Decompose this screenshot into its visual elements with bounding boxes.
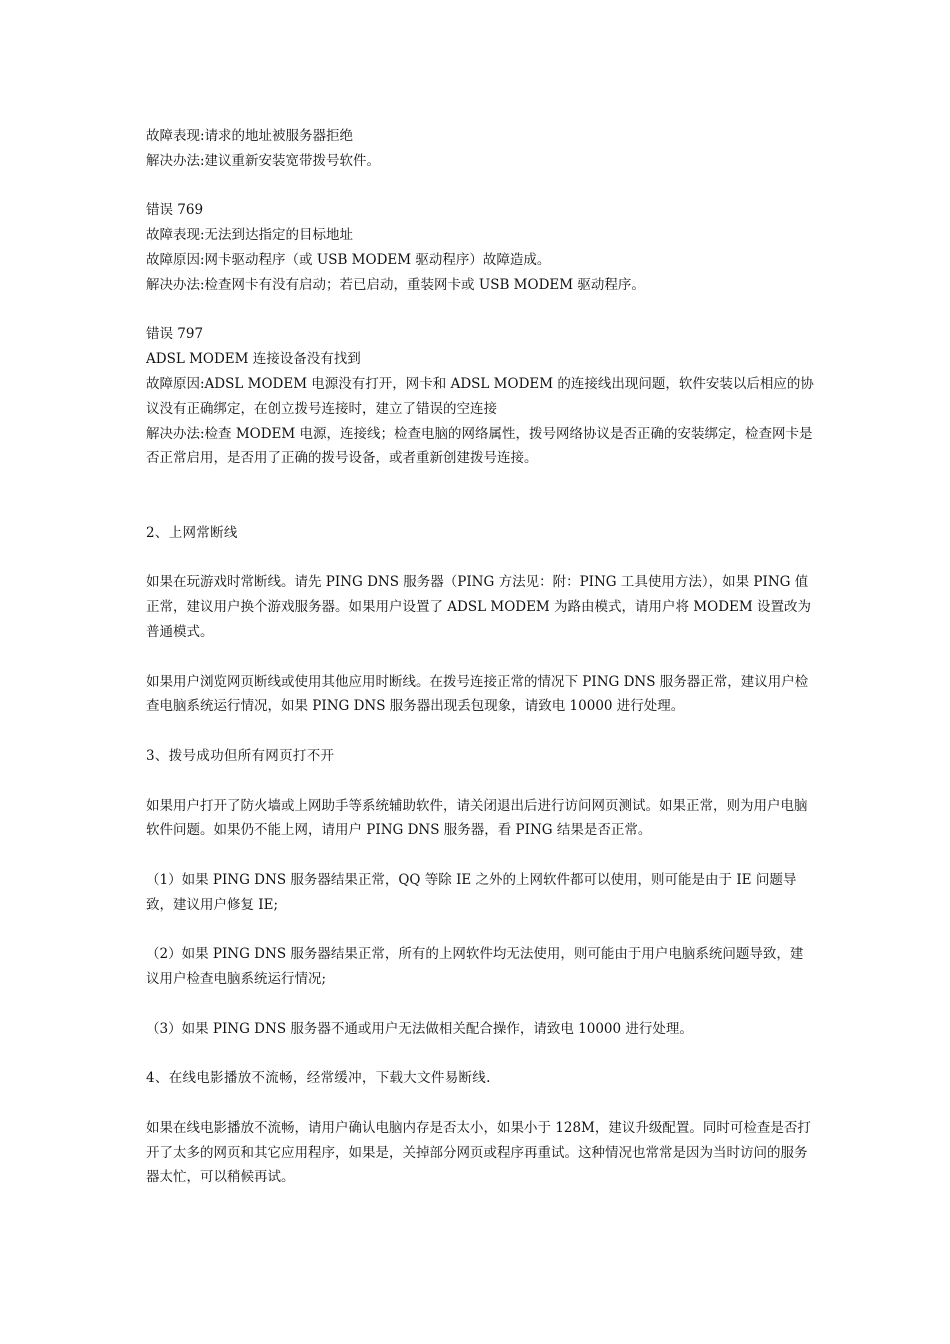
section-4-paragraph-1: 如果在线电影播放不流畅，请用户确认电脑内存是否太小，如果小于 128M，建议升级配置。同时可检查是否打开了太多的网页和其它应用程序，如果是，关掉部分网页或程序再重试。这种情况也常常是因为当时访问的服务器太忙，可以稍候再试。	[146, 1119, 811, 1186]
error-797-cause: 故障原因:ADSL MODEM 电源没有打开，网卡和 ADSL MODEM 的连接线出现问题，软件安装以后相应的协议没有正确绑定，在创立拨号连接时，建立了错误的空连接	[146, 375, 814, 417]
section-3-heading: 3、拨号成功但所有网页打不开	[146, 747, 335, 764]
error-797-symptom: ADSL MODEM 连接设备没有找到	[146, 351, 361, 368]
section-2-paragraph-2: 如果用户浏览网页断线或使用其他应用时断线。在拨号连接正常的情况下 PING DNS 服务器正常，建议用户检查电脑系统运行情况，如果 PING DNS 服务器出现丢包现象，请致电 10000 进行处理。	[146, 673, 809, 715]
error-symptom-line: 故障表现:请求的地址被服务器拒绝	[146, 128, 354, 144]
section-2-paragraph-1: 如果在玩游戏时常断线。请先 PING DNS 服务器（PING 方法见：附：PING 工具使用方法），如果 PING 值正常，建议用户换个游戏服务器。如果用户设置了 ADSL MODEM 为路由模式，请用户将 MODEM 设置改为普通模式。	[146, 574, 812, 640]
section-3-paragraph-1: 如果用户打开了防火墙或上网助手等系统辅助软件，请关闭退出后进行访问网页测试。如果正常，则为用户电脑软件问题。如果仍不能上网，请用户 PING DNS 服务器，看 PING 结果是否正常。	[146, 797, 808, 839]
section-2-heading: 2、上网常断线	[146, 524, 238, 541]
section-3-item-3: （3）如果 PING DNS 服务器不通或用户无法做相关配合操作，请致电 10000 进行处理。	[146, 1020, 693, 1037]
error-769-solution: 解决办法:检查网卡有没有启动；若已启动，重装网卡或 USB MODEM 驱动程序。	[146, 276, 645, 293]
error-797-title: 错误 797	[146, 326, 204, 343]
error-797-solution: 解决办法:检查 MODEM 电源，连接线；检查电脑的网络属性，拨号网络协议是否正确的安装绑定，检查网卡是否正常启用，是否用了正确的拨号设备，或者重新创建拨号连接。	[146, 425, 813, 467]
error-769-title: 错误 769	[146, 202, 204, 219]
section-3-item-1: （1）如果 PING DNS 服务器结果正常，QQ 等除 IE 之外的上网软件都可以使用，则可能是由于 IE 问题导致，建议用户修复 IE;	[146, 871, 797, 913]
document-body	[146, 124, 814, 1190]
section-3-item-2: （2）如果 PING DNS 服务器结果正常，所有的上网软件均无法使用，则可能由于用户电脑系统问题导致，建议用户检查电脑系统运行情况;	[146, 946, 804, 988]
error-769-symptom: 故障表现:无法到达指定的目标地址	[146, 227, 354, 244]
error-769-cause: 故障原因:网卡驱动程序（或 USB MODEM 驱动程序）故障造成。	[146, 251, 551, 268]
section-4-heading: 4、在线电影播放不流畅，经常缓冲，下载大文件易断线.	[146, 1070, 491, 1087]
error-solution-line: 解决办法:建议重新安装宽带拨号软件。	[146, 152, 381, 169]
